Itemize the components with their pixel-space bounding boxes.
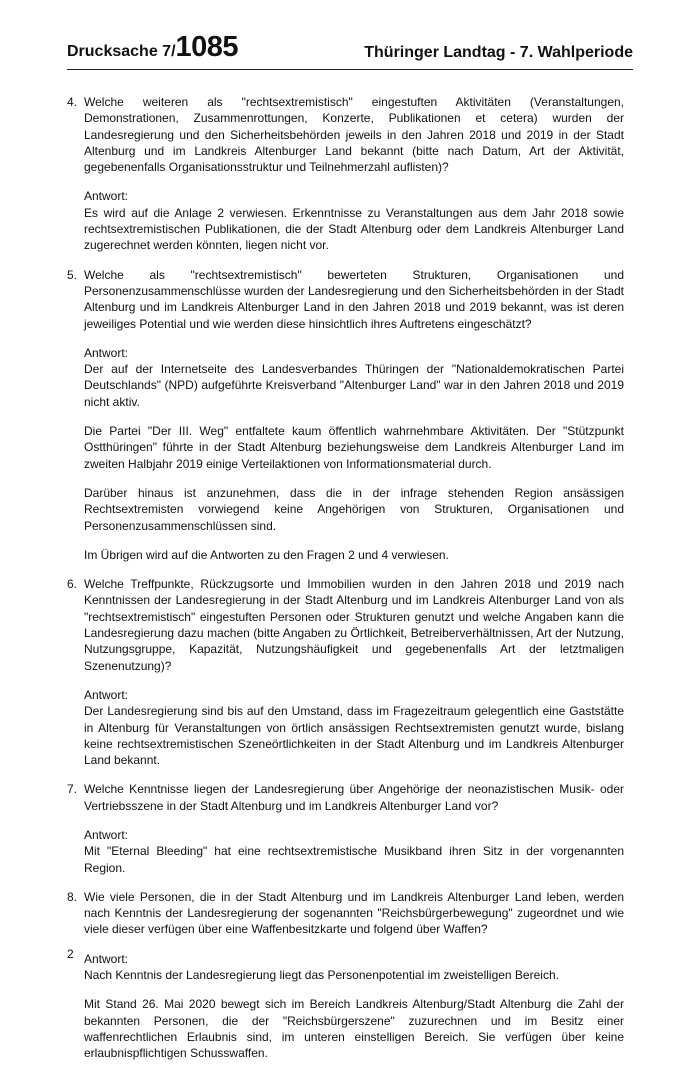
header-rule [67, 69, 633, 70]
answer-paragraph: Der Landesregierung sind bis auf den Umstand, dass im Fragezeitraum gelegentlich eine Gaststätte in Altenburg für Veranstaltungen von örtlich ansässigen Rechtsextremisten genutzt wurde, bislang keine rechtsextremistischen Szeneörtlichkeiten in der Stadt Altenburg und im Landkreis Altenburger Land bekannt. [84, 704, 624, 768]
question-number: 8. [67, 889, 78, 904]
question-text: Wie viele Personen, die in der Stadt Altenburg und im Landkreis Altenburger Land leben, werden nach Kenntnis der Landesregierung der sogenannten "Reichsbürgerbewegung" zugeordnet und wie viele dieser verfügen über eine Waffenbesitzkarte und folgend über Waffen? [84, 889, 624, 937]
question-4 [67, 94, 624, 175]
answer-paragraph: Mit "Eternal Bleeding" hat eine rechtsextremistische Musikband ihren Sitz in der vorgenannten Region. [84, 844, 624, 875]
answer-8 [67, 951, 624, 1062]
document-body [67, 94, 624, 1075]
question-text: Welche weiteren als "rechtsextremistisch" eingestuften Aktivitäten (Veranstaltungen, Demonstrationen, Zusammenrottungen, Konzerte, Publikationen et cetera) wurden der Landesregierung und den Sicherheitsbehörden jeweils in den Jahren 2018 und 2019 in der Stadt Altenburg und im Landkreis Altenburger Land bekannt (bitte nach Datum, Art der Aktivität, gegebenenfalls Organisationsstruktur und Teilnehmerzahl auflisten)? [84, 95, 624, 175]
answer-label: Antwort: [84, 189, 129, 204]
answer-7 [67, 827, 624, 876]
answer-label: Antwort: [84, 827, 129, 842]
answer-5 [67, 345, 624, 563]
answer-6 [67, 687, 624, 768]
question-number: 5. [67, 267, 78, 282]
question-text: Welche Treffpunkte, Rückzugsorte und Immobilien wurden in den Jahren 2018 und 2019 nach Kenntnissen der Landesregierung in der Stadt Altenburg und im Landkreis Altenburger Land von als "rechtsextremistisch" eingestuften Personen oder Strukturen genutzt und welche Angaben kann die Landesregierung dazu machen (bitte Angaben zu Örtlichkeit, Betreiberverhältnissen, Art der Nutzung, Nutzungsgruppe, Kapazität, Nutzungshäufigkeit und gegebenenfalls Art der letztmaligen Szenenutzung)? [84, 577, 624, 673]
answer-paragraph: Der auf der Internetseite des Landesverbandes Thüringen der "Nationaldemokratischen Partei Deutschlands" (NPD) aufgeführte Kreisverband "Altenburger Land" war in den Jahren 2018 und 2019 nicht aktiv. [84, 362, 624, 409]
answer-label: Antwort: [84, 951, 129, 966]
question-7 [67, 781, 624, 814]
answer-paragraph: Darüber hinaus ist anzunehmen, dass die in der infrage stehenden Region ansässigen Rechtsextremisten vorwiegend keine Angehörigen von Strukturen, Organisationen und Personenzusammenschlüssen sind. [84, 485, 624, 533]
question-number: 6. [67, 577, 78, 592]
document-number-value: 1085 [175, 31, 239, 63]
question-8 [67, 889, 624, 938]
answer-4 [67, 188, 624, 253]
answer-paragraph: Es wird auf die Anlage 2 verwiesen. Erkenntnisse zu Veranstaltungen aus dem Jahr 2018 sowie rechtsextremistischen Publikationen, die der Stadt Altenburg oder dem Landkreis Altenburger Land zugerechnet werden könnten, liegen nicht vor. [84, 205, 624, 253]
question-number: 4. [67, 95, 78, 109]
answer-paragraph: Im Übrigen wird auf die Antworten zu den Fragen 2 und 4 verwiesen. [84, 547, 449, 562]
parliament-title: Thüringer Landtag - 7. Wahlperiode [364, 44, 633, 61]
answer-label: Antwort: [84, 687, 129, 702]
question-text: Welche als "rechtsextremistisch" bewerteten Strukturen, Organisationen und Personenzusammenschlüsse wurden der Landesregierung und den Sicherheitsbehörden in der Stadt Altenburg und im Landkreis Altenburger Land in den Jahren 2018 und 2019 bekannt, was ist deren jeweiliges Potential und wie werden diese hinsichtlich ihres Auftretens eingeschätzt? [84, 267, 624, 331]
answer-paragraph: Nach Kenntnis der Landesregierung liegt das Personenpotential im zweistelligen Bereich. [84, 968, 559, 983]
page-header [67, 30, 633, 70]
question-number: 7. [67, 782, 78, 797]
answer-paragraph: Die Partei "Der III. Weg" entfaltete kaum öffentlich wahrnehmbare Aktivitäten. Der "Stützpunkt Ostthüringen" führte in der Stadt Altenburg beziehungsweise dem Landkreis Altenburger Land im zweiten Halbjahr 2019 einige Verteilaktionen von Informationsmaterial durch. [84, 424, 624, 471]
question-6 [67, 576, 624, 674]
answer-paragraph: Mit Stand 26. Mai 2020 bewegt sich im Bereich Landkreis Altenburg/Stadt Altenburg die Zahl der bekannten Personen, die der "Reichsbürgerszene" zuzurechnen und im Besitz einer waffenrechtlichen Erlaubnis sind, im unteren einstelligen Bereich. Sie verfügen über keine erlaubnispflichtigen Schusswaffen. [84, 997, 624, 1061]
answer-label: Antwort: [84, 345, 129, 360]
page-number: 2 [67, 947, 74, 961]
question-5 [67, 267, 624, 332]
question-text: Welche Kenntnisse liegen der Landesregierung über Angehörige der neonazistischen Musik- oder Vertriebsszene in der Stadt Altenburg und im Landkreis Altenburger Land vor? [84, 782, 624, 813]
document-number [67, 31, 238, 64]
document-number-prefix: Drucksache 7/ [67, 43, 176, 60]
